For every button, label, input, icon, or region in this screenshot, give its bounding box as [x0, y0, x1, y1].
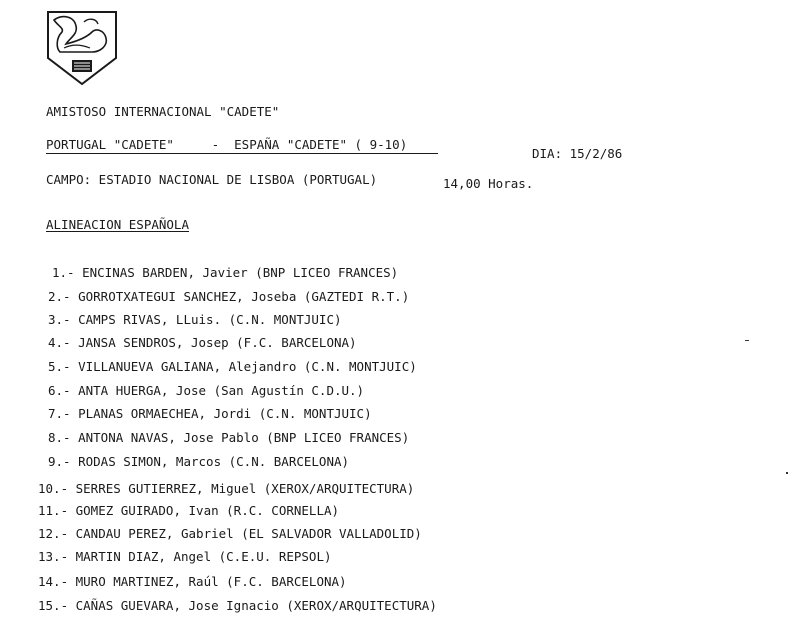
venue-line: CAMPO: ESTADIO NACIONAL DE LISBOA (PORTUGAL)	[46, 172, 378, 187]
list-item: 13.- MARTIN DIAZ, Angel (C.E.U. REPSOL)	[38, 549, 332, 564]
match-underline	[46, 153, 438, 154]
list-item: 10.- SERRES GUTIERREZ, Miguel (XEROX/ARQUITECTURA)	[38, 481, 415, 496]
match-title: PORTUGAL "CADETE" - ESPAÑA "CADETE" ( 9-10)	[46, 137, 408, 152]
match-date: DIA: 15/2/86	[532, 146, 623, 161]
list-item: 5.- VILLANUEVA GALIANA, Alejandro (C.N. MONTJUIC)	[48, 359, 417, 374]
list-item: 7.- PLANAS ORMAECHEA, Jordi (C.N. MONTJUIC)	[48, 406, 372, 421]
document-title: AMISTOSO INTERNACIONAL "CADETE"	[46, 104, 280, 119]
list-item: 1.- ENCINAS BARDEN, Javier (BNP LICEO FRANCES)	[52, 265, 399, 280]
list-item: 8.- ANTONA NAVAS, Jose Pablo (BNP LICEO FRANCES)	[48, 430, 410, 445]
list-item: 9.- RODAS SIMON, Marcos (C.N. BARCELONA)	[48, 454, 350, 469]
list-item: 11.- GOMEZ GUIRADO, Ivan (R.C. CORNELLA)	[38, 503, 340, 518]
scan-speck	[745, 340, 749, 341]
list-item: 12.- CANDAU PEREZ, Gabriel (EL SALVADOR VALLADOLID)	[38, 526, 422, 541]
scan-speck	[786, 472, 788, 474]
list-item: 14.- MURO MARTINEZ, Raúl (F.C. BARCELONA)	[38, 574, 347, 589]
list-item: 15.- CAÑAS GUEVARA, Jose Ignacio (XEROX/ARQUITECTURA)	[38, 598, 437, 613]
list-item: 6.- ANTA HUERGA, Jose (San Agustín C.D.U.)	[48, 383, 365, 398]
list-item: 2.- GORROTXATEGUI SANCHEZ, Joseba (GAZTEDI R.T.)	[48, 289, 410, 304]
match-line	[46, 137, 407, 152]
list-item: 4.- JANSA SENDROS, Josep (F.C. BARCELONA)	[48, 335, 357, 350]
list-item: 3.- CAMPS RIVAS, LLuis. (C.N. MONTJUIC)	[48, 312, 342, 327]
federation-logo	[44, 8, 120, 88]
federation-shield-icon	[44, 8, 120, 88]
section-heading: ALINEACION ESPAÑOLA	[46, 217, 189, 232]
kickoff-time: 14,00 Horas.	[443, 176, 534, 191]
